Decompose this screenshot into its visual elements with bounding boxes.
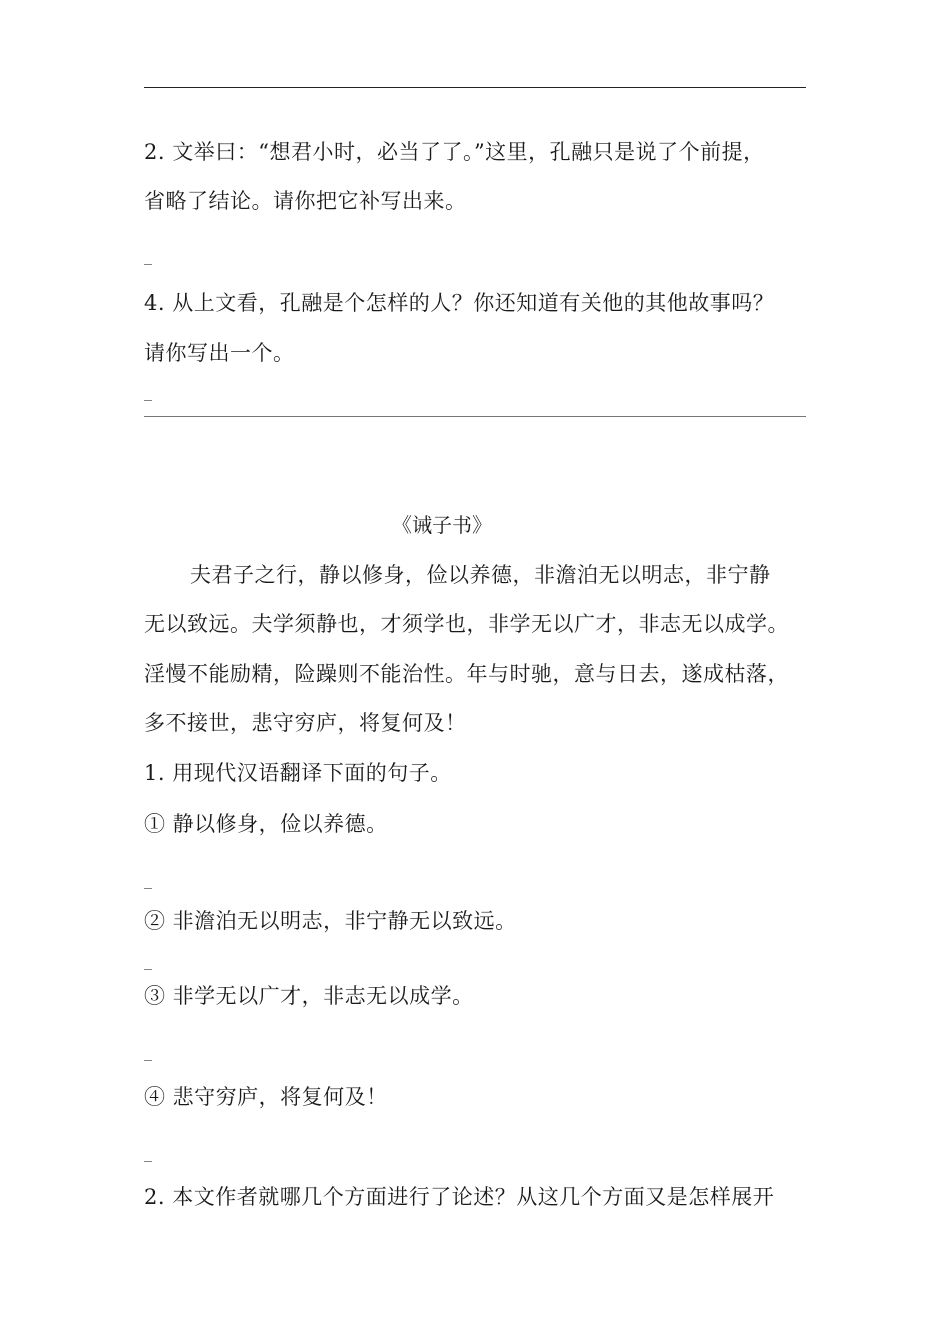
passage-line: 夫君子之行，静以修身，俭以养德，非澹泊无以明志，非宁静 [190,563,771,587]
passage-line: 无以致远。夫学须静也，才须学也，非学无以广才，非志无以成学。 [144,612,789,636]
exercise-1-item-4: ④ 悲守穷庐，将复何及！ [144,1085,388,1109]
exercise-1-item-1: ① 静以修身，俭以养德。 [144,812,388,836]
answer-blank: _ [144,246,152,265]
exercise-1-prompt: 1. 用现代汉语翻译下面的句子。 [144,761,452,785]
answer-line-mid [144,416,806,417]
answer-blank: _ [144,951,152,970]
exercise-1-item-3: ③ 非学无以广才，非志无以成学。 [144,984,474,1008]
answer-blank: _ [144,382,152,401]
answer-blank: _ [144,1042,152,1061]
answer-line-top [144,87,806,88]
question-2-line-1: 2. 文举曰：“想君小时，必当了了。”这里，孔融只是说了个前提， [144,140,765,164]
exercise-2-prompt: 2. 本文作者就哪几个方面进行了论述？从这几个方面又是怎样展开 [144,1185,775,1209]
answer-blank: _ [144,870,152,889]
passage-line: 多不接世，悲守穷庐，将复何及！ [144,711,467,735]
question-2-line-2: 省略了结论。请你把它补写出来。 [144,189,467,213]
question-4-line-2: 请你写出一个。 [144,341,295,365]
exercise-1-item-2: ② 非澹泊无以明志，非宁静无以致远。 [144,909,517,933]
passage-title: 《诫子书》 [392,513,492,537]
passage-line: 淫慢不能励精，险躁则不能治性。年与时驰，意与日去，遂成枯落， [144,662,789,686]
question-4-line-1: 4. 从上文看，孔融是个怎样的人？你还知道有关他的其他故事吗？ [144,291,775,315]
answer-blank: _ [144,1143,152,1162]
